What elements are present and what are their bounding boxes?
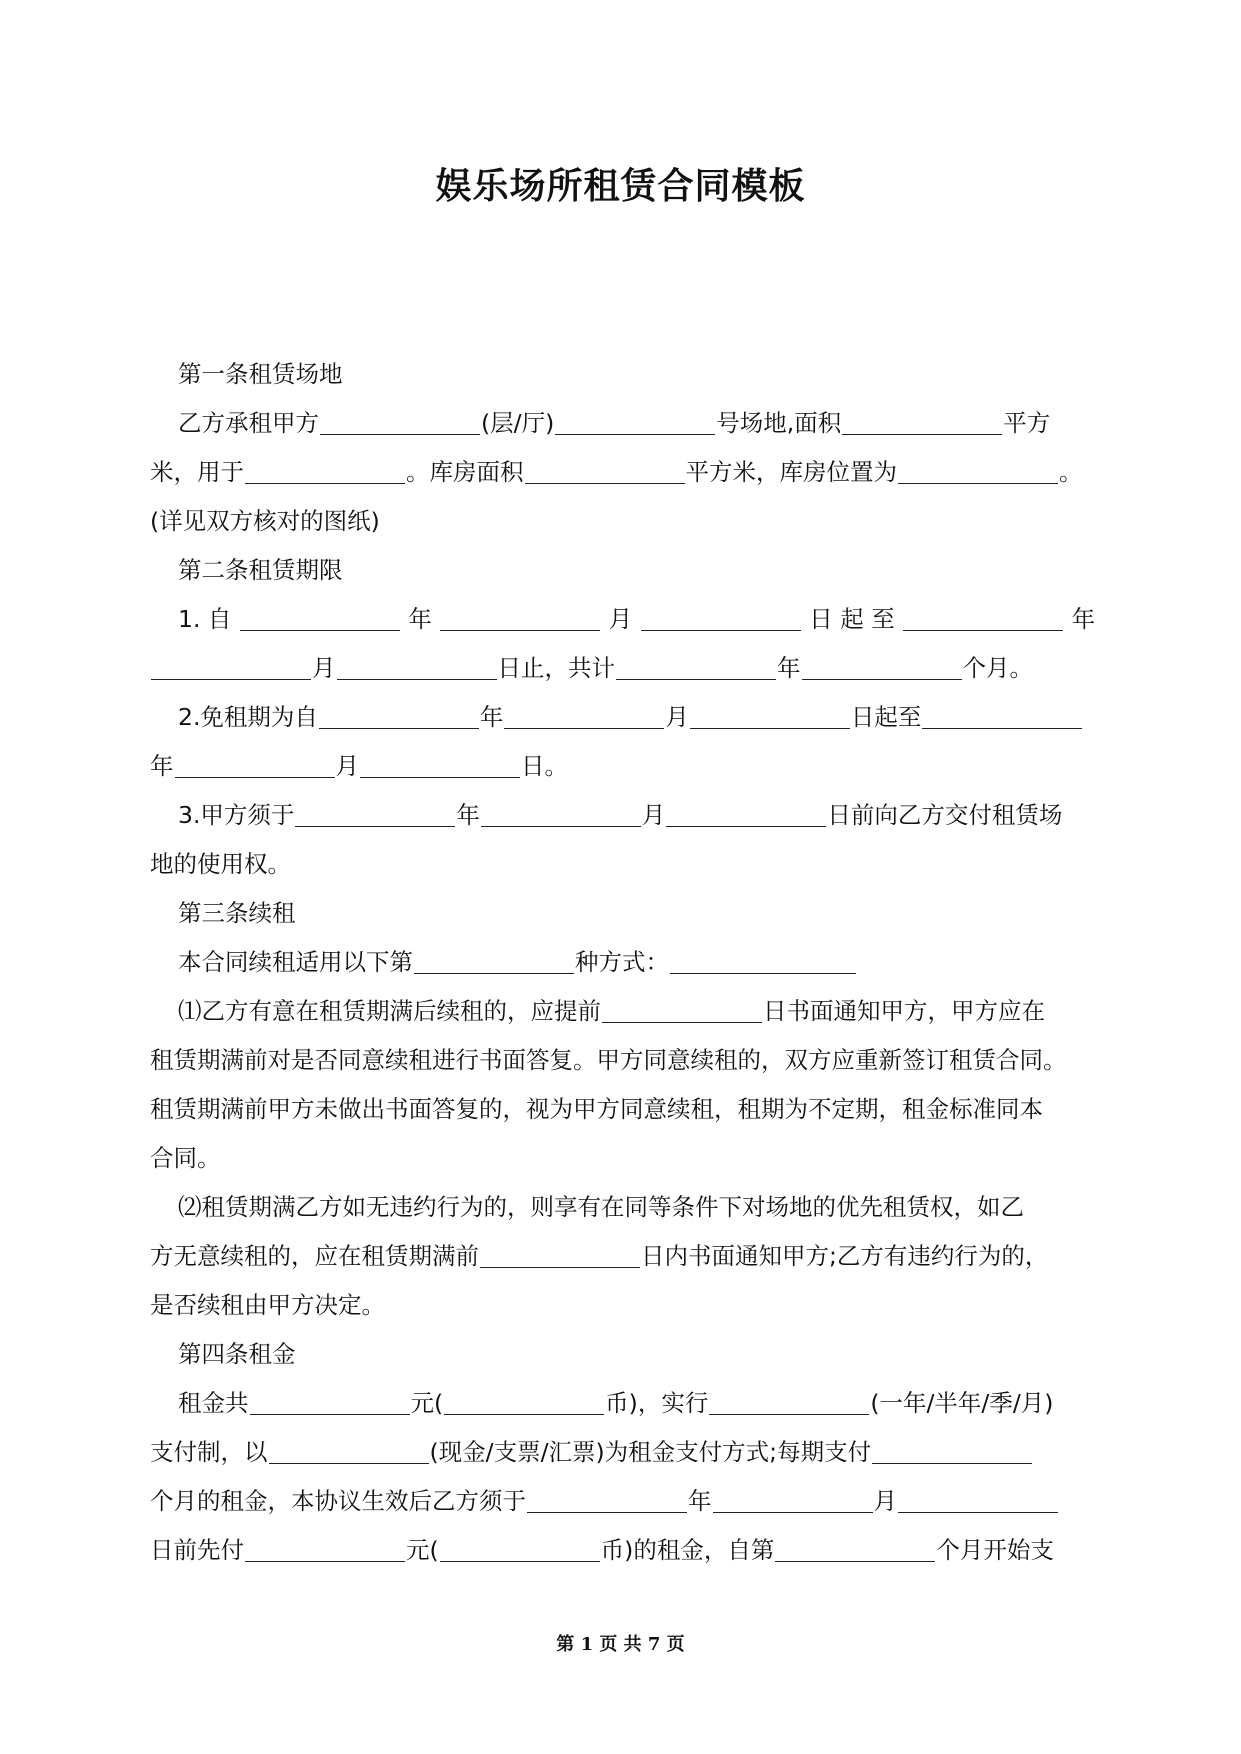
text-segment: 日 起 至 [801, 605, 903, 633]
fill-in-blank[interactable] [872, 1437, 1032, 1464]
text-line [150, 1281, 1090, 1330]
fill-in-blank[interactable] [481, 800, 641, 827]
text-segment: 号场地,面积 [716, 409, 842, 437]
text-segment: 月 [873, 1487, 897, 1515]
text-segment: 年 [150, 752, 174, 780]
fill-in-blank[interactable] [666, 800, 826, 827]
text-segment: 第三条续租 [178, 899, 296, 927]
text-segment: 2.免租期为自 [178, 703, 318, 731]
fill-in-blank[interactable] [525, 457, 685, 484]
fill-in-blank[interactable] [641, 604, 801, 631]
text-line [150, 1428, 1090, 1477]
text-segment: 元( [406, 1536, 439, 1564]
fill-in-blank[interactable] [670, 947, 856, 974]
text-line [150, 693, 1090, 742]
text-segment: 支付制，以 [150, 1438, 268, 1466]
text-line [150, 1134, 1090, 1183]
text-segment: 3.甲方须于 [178, 801, 295, 829]
text-segment: (现金/支票/汇票)为租金支付方式;每期支付 [429, 1438, 872, 1466]
fill-in-blank[interactable] [269, 1437, 429, 1464]
text-line [150, 1526, 1090, 1575]
fill-in-blank[interactable] [444, 1388, 604, 1415]
fill-in-blank[interactable] [414, 947, 574, 974]
fill-in-blank[interactable] [922, 702, 1082, 729]
fill-in-blank[interactable] [295, 800, 455, 827]
text-segment: 日前向乙方交付租赁场 [827, 801, 1063, 829]
text-segment: 年 [400, 605, 440, 633]
text-segment: 日书面通知甲方，甲方应在 [763, 997, 1045, 1025]
fill-in-blank[interactable] [320, 408, 480, 435]
text-segment: 日起至 [850, 703, 922, 731]
text-segment: 月 [335, 752, 359, 780]
text-segment: 平方米，库房位置为 [685, 458, 897, 486]
fill-in-blank[interactable] [245, 1535, 405, 1562]
text-segment: 乙方承租甲方 [178, 409, 319, 437]
fill-in-blank[interactable] [440, 604, 600, 631]
text-segment: 月 [601, 605, 640, 633]
text-segment: 种方式： [575, 948, 669, 976]
text-segment: 日内书面通知甲方;乙方有违约行为的， [641, 1242, 1049, 1270]
text-line [150, 1183, 1090, 1232]
fill-in-blank[interactable] [602, 996, 762, 1023]
fill-in-blank[interactable] [802, 653, 962, 680]
text-line [150, 1232, 1090, 1281]
text-segment: (层/厅) [481, 409, 555, 437]
document-body [150, 350, 1096, 1575]
text-segment: 合同。 [150, 1144, 221, 1172]
text-line [150, 1379, 1090, 1428]
text-line [150, 987, 1090, 1036]
text-segment: 年 [777, 654, 801, 682]
text-line [150, 742, 1090, 791]
text-line [150, 840, 1090, 889]
text-line [150, 791, 1090, 840]
text-segment: 个月开始支 [936, 1536, 1054, 1564]
text-segment: ⑴乙方有意在租赁期满后续租的，应提前 [178, 997, 601, 1025]
text-line [150, 1330, 1090, 1379]
text-segment: 币)，实行 [605, 1389, 709, 1417]
text-segment: 月 [665, 703, 689, 731]
text-line [150, 448, 1090, 497]
text-line [150, 1085, 1090, 1134]
text-segment: 个月的租金，本协议生效后乙方须于 [150, 1487, 526, 1515]
text-line [150, 350, 1090, 399]
text-segment: 日。 [521, 752, 568, 780]
text-segment: 米，用于 [150, 458, 244, 486]
text-segment: 方无意续租的，应在租赁期满前 [150, 1242, 479, 1270]
text-segment: 租赁期满前对是否同意续租进行书面答复。甲方同意续租的，双方应重新签订租赁合同。 [150, 1046, 1067, 1074]
fill-in-blank[interactable] [898, 1486, 1058, 1513]
fill-in-blank[interactable] [151, 653, 311, 680]
text-line [150, 889, 1090, 938]
text-segment: 平方 [1003, 409, 1051, 437]
text-segment: 元( [410, 1389, 444, 1417]
fill-in-blank[interactable] [175, 751, 335, 778]
text-segment: 日止，共计 [497, 654, 615, 682]
fill-in-blank[interactable] [690, 702, 850, 729]
text-segment: (一年/半年/季/月) [870, 1389, 1054, 1417]
text-segment: 年 [456, 801, 480, 829]
text-segment: 本合同续租适用以下第 [178, 948, 413, 976]
text-segment: 年 [688, 1487, 712, 1515]
page-footer: 第 1 页 共 7 页 [556, 1634, 685, 1655]
text-segment: 第一条租赁场地 [178, 360, 343, 388]
text-segment: 第四条租金 [178, 1340, 296, 1368]
text-line [150, 938, 1090, 987]
fill-in-blank[interactable] [898, 457, 1058, 484]
fill-in-blank[interactable] [713, 1486, 873, 1513]
text-line [150, 546, 1090, 595]
fill-in-blank[interactable] [337, 653, 497, 680]
fill-in-blank[interactable] [504, 702, 664, 729]
text-segment: 地的使用权。 [150, 850, 291, 878]
text-segment: (详见双方核对的图纸) [150, 507, 380, 535]
text-segment: 个月。 [962, 654, 1033, 682]
text-segment: 年 [1064, 605, 1096, 633]
text-line [150, 497, 1090, 546]
fill-in-blank[interactable] [709, 1388, 869, 1415]
text-segment: 租金共 [178, 1389, 249, 1417]
fill-in-blank[interactable] [245, 457, 405, 484]
text-segment: 是否续租由甲方决定。 [150, 1291, 385, 1319]
text-line [150, 595, 1096, 644]
fill-in-blank[interactable] [360, 751, 520, 778]
text-segment: 1. 自 [178, 605, 239, 633]
text-line [150, 1036, 1090, 1085]
fill-in-blank[interactable] [555, 408, 715, 435]
text-segment: 。库房面积 [406, 458, 524, 486]
fill-in-blank[interactable] [319, 702, 479, 729]
text-segment: 月 [641, 801, 666, 829]
fill-in-blank[interactable] [250, 1388, 410, 1415]
text-segment: 日前先付 [150, 1536, 244, 1564]
text-segment: 年 [479, 703, 504, 731]
text-segment: 月 [312, 654, 336, 682]
document-title: 娱乐场所租赁合同模板 [435, 166, 806, 207]
text-segment: 。 [1059, 458, 1083, 486]
text-line [150, 399, 1090, 448]
text-segment: 币)的租金，自第 [600, 1536, 775, 1564]
text-segment: 租赁期满前甲方未做出书面答复的，视为甲方同意续租，租期为不定期，租金标准同本 [150, 1095, 1043, 1123]
fill-in-blank[interactable] [842, 408, 1002, 435]
text-segment: ⑵租赁期满乙方如无违约行为的，则享有在同等条件下对场地的优先租赁权，如乙 [178, 1193, 1024, 1221]
fill-in-blank[interactable] [903, 604, 1063, 631]
text-line [150, 644, 1090, 693]
fill-in-blank[interactable] [240, 604, 400, 631]
fill-in-blank[interactable] [616, 653, 776, 680]
fill-in-blank[interactable] [480, 1241, 640, 1268]
fill-in-blank[interactable] [775, 1535, 935, 1562]
fill-in-blank[interactable] [527, 1486, 687, 1513]
text-line [150, 1477, 1090, 1526]
fill-in-blank[interactable] [440, 1535, 600, 1562]
text-segment: 第二条租赁期限 [178, 556, 343, 584]
